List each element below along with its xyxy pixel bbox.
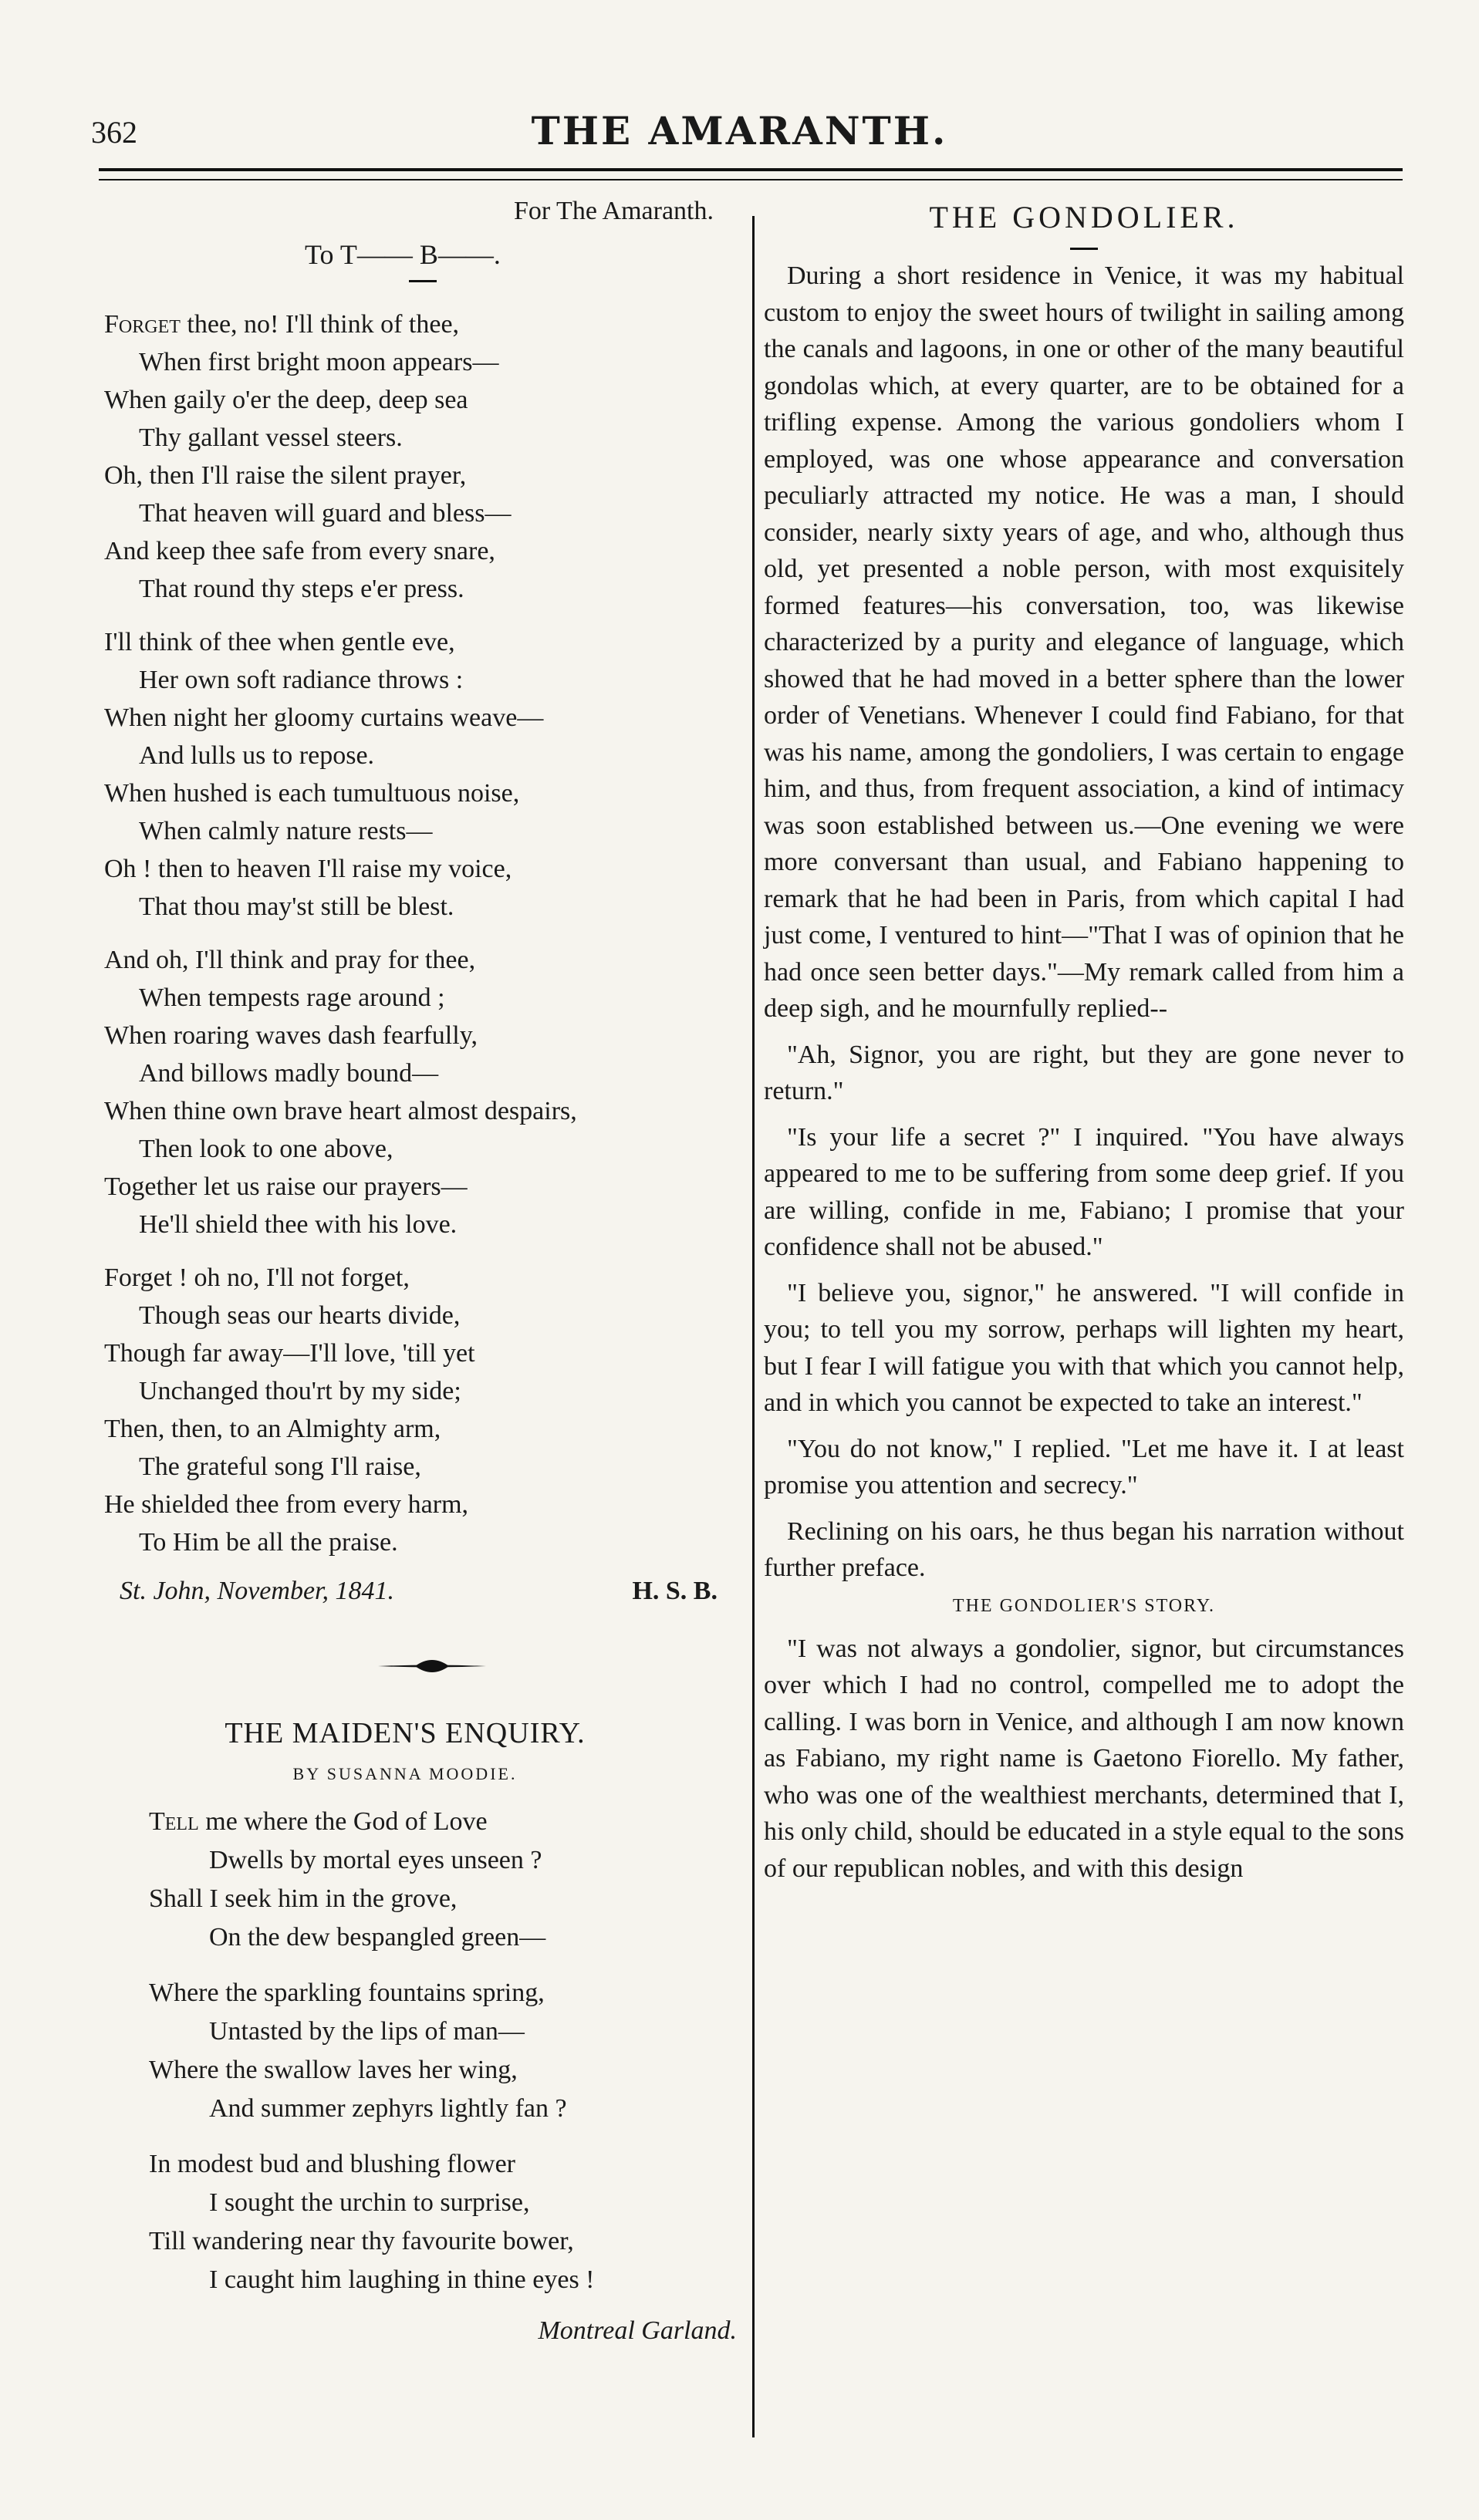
- poem-maidens-enquiry: [104, 1803, 737, 2299]
- verse-line: Shall I seek him in the grove,: [149, 1884, 458, 1913]
- story-intro: [764, 258, 1404, 1587]
- stanza: [104, 2145, 737, 2299]
- page-number: 362: [91, 115, 137, 150]
- verse-line: When gaily o'er the deep, deep sea: [104, 386, 468, 414]
- verse-line: Forget thee, no! I'll think of thee,: [104, 310, 460, 339]
- verse-line: Dwells by mortal eyes unseen ?: [209, 1846, 542, 1874]
- poem-dedication-source: For The Amaranth.: [513, 197, 714, 225]
- verse-line: And lulls us to repose.: [139, 741, 375, 770]
- paragraph: Reclining on his oars, he thus began his narration without further preface.: [764, 1516, 1404, 1582]
- poem-addressee: To T—— B——.: [305, 239, 501, 270]
- verse-line: And billows madly bound—: [139, 1059, 439, 1088]
- title-dash: [1070, 248, 1098, 250]
- poem-author: BY SUSANNA MOODIE.: [292, 1764, 518, 1783]
- stanza: [104, 1803, 737, 1957]
- verse-line: He'll shield thee with his love.: [139, 1210, 458, 1239]
- verse-line: Till wandering near thy favourite bower,: [149, 2227, 574, 2255]
- stanza: [104, 623, 737, 926]
- verse-line: The grateful song I'll raise,: [139, 1452, 421, 1481]
- verse-line: Where the sparkling fountains spring,: [149, 1979, 545, 2007]
- stanza: [104, 941, 737, 1243]
- stanza: [104, 1259, 737, 1561]
- verse-line: Untasted by the lips of man—: [209, 2017, 525, 2046]
- verse-line: I'll think of thee when gentle eve,: [104, 628, 455, 656]
- verse-line: When first bright moon appears—: [139, 348, 499, 376]
- verse-line: That heaven will guard and bless—: [139, 499, 512, 528]
- paragraph: "Is your life a secret ?" I inquired. "You have always appeared to me to be suffering from some deep grief. If you are willing, confide in me, Fabiano; I promise that your confidence shall not be abused.": [764, 1122, 1404, 1261]
- poem-signature: [104, 1577, 737, 1617]
- verse-line: To Him be all the praise.: [139, 1528, 398, 1557]
- verse-line: When roaring waves dash fearfully,: [104, 1021, 478, 1050]
- paragraph: "You do not know," I replied. "Let me have it. I at least promise you attention and secrecy.": [764, 1434, 1404, 1500]
- stanza: [104, 305, 737, 608]
- verse-line: When hushed is each tumultuous noise,: [104, 779, 520, 808]
- verse-line: And oh, I'll think and pray for thee,: [104, 946, 476, 974]
- verse-line: Then look to one above,: [139, 1135, 393, 1163]
- header-rule-thin: [99, 179, 1403, 180]
- verse-line: Where the swallow laves her wing,: [149, 2056, 518, 2084]
- verse-line: In modest bud and blushing flower: [149, 2150, 515, 2178]
- verse-line: Together let us raise our prayers—: [104, 1172, 468, 1201]
- left-column: [104, 197, 737, 2346]
- paragraph: "I was not always a gondolier, signor, but circumstances over which I had no control, compelled me to adopt the calling. I was born in Venice, and although I am now known as Fabiano, my right name is Gaetono Fiorello. My father, who was one of the wealthiest merchants, determined that I, his only child, should be educated in a style equal to the sons of our republican nobles, and with this design: [764, 1634, 1405, 1883]
- right-column: [764, 199, 1404, 1896]
- verse-line: Forget ! oh no, I'll not forget,: [104, 1263, 410, 1292]
- signature-initials: H. S. B.: [632, 1577, 718, 1605]
- paragraph: "Ah, Signor, you are right, but they are gone never to return.": [764, 1040, 1404, 1105]
- ornament-divider: [378, 1651, 486, 1682]
- verse-line: When night her gloomy curtains weave—: [104, 703, 544, 732]
- paragraph: "I believe you, signor," he answered. "I will confide in you; to tell you my sorrow, perhaps will lighten my heart, but I fear I will fatigue you with that which you cannot help, and in which you cannot be expected to take an interest.": [764, 1278, 1404, 1417]
- poem-source: Montreal Garland.: [538, 2316, 737, 2345]
- verse-line: And summer zephyrs lightly fan ?: [209, 2094, 567, 2123]
- verse-line: Tell me where the God of Love: [149, 1807, 488, 1836]
- signature-place-date: St. John, November, 1841.: [120, 1577, 395, 1605]
- story-body: [764, 1631, 1404, 1887]
- running-title: THE AMARANTH.: [531, 108, 948, 153]
- verse-line: Her own soft radiance throws :: [139, 666, 464, 694]
- verse-line: When tempests rage around ;: [139, 983, 445, 1012]
- verse-line: And keep thee safe from every snare,: [104, 537, 495, 565]
- verse-line: Unchanged thou'rt by my side;: [139, 1377, 461, 1405]
- verse-line: That round thy steps e'er press.: [139, 575, 464, 603]
- header-rule: [99, 168, 1403, 171]
- verse-line: On the dew bespangled green—: [209, 1923, 546, 1952]
- verse-line: Though far away—I'll love, 'till yet: [104, 1339, 475, 1368]
- title-dash: [409, 280, 437, 282]
- verse-line: When thine own brave heart almost despairs,: [104, 1097, 577, 1125]
- story-subheading: THE GONDOLIER'S STORY.: [952, 1595, 1216, 1616]
- verse-line: That thou may'st still be blest.: [139, 892, 454, 921]
- verse-line: Oh ! then to heaven I'll raise my voice,: [104, 855, 512, 883]
- story-title: THE GONDOLIER.: [929, 200, 1239, 234]
- verse-line: Then, then, to an Almighty arm,: [104, 1415, 441, 1443]
- poem-to-tb: [104, 305, 737, 1561]
- verse-line: I caught him laughing in thine eyes !: [209, 2265, 595, 2294]
- verse-line: I sought the urchin to surprise,: [209, 2188, 530, 2217]
- stanza: [104, 1974, 737, 2128]
- paragraph: During a short residence in Venice, it was my habitual custom to enjoy the sweet hours of twilight in sailing among the canals and lagoons, in one or other of the many beautiful gondolas which, at every quarter, are to be obtained for a trifling expense. Among the various gondoliers whom I employed, was one whose appearance and conversation peculiarly attracted my notice. He was a man, I should consider, nearly sixty years of age, and who, although thus old, yet presented a noble person, with most exquisitely formed features—his conversation, too, was likewise characterized by a purity and elegance of language, which showed that he had moved in a better sphere than the lower order of Venetians. Whenever I could find Fabiano, for that was his name, among the gondoliers, I was certain to engage him, and thus, from frequent association, a kind of intimacy was soon established between us.—One evening we were more conversant than usual, and Fabiano happening to remark that he had been in Paris, from which capital I had just come, I ventured to hint—"That I was of opinion that he had once seen better days."—My remark called from him a deep sigh, and he mournfully replied--: [764, 261, 1404, 1023]
- verse-line: When calmly nature rests—: [139, 817, 433, 845]
- column-divider: [752, 216, 755, 2437]
- verse-line: Thy gallant vessel steers.: [139, 423, 403, 452]
- verse-line: Oh, then I'll raise the silent prayer,: [104, 461, 467, 490]
- verse-line: Though seas our hearts divide,: [139, 1301, 461, 1330]
- verse-line: He shielded thee from every harm,: [104, 1490, 469, 1519]
- poem-title: THE MAIDEN'S ENQUIRY.: [225, 1717, 586, 1749]
